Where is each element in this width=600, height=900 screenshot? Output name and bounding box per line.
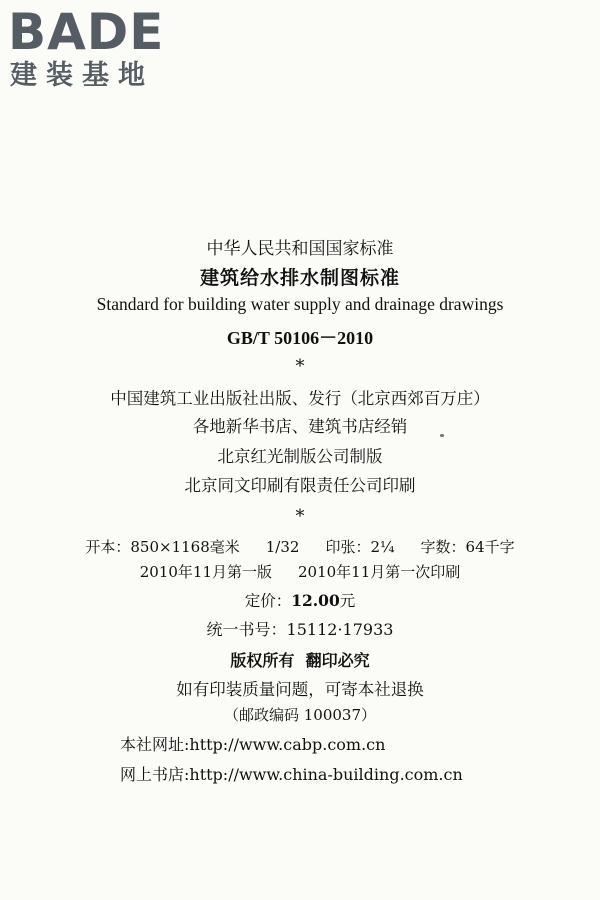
standard-code: GB/T 50106－2010 <box>226 328 374 348</box>
publisher-line: 中国建筑工业出版社出版、发行（北京西郊百万庄） <box>110 389 490 408</box>
logo-wordmark: BADE <box>8 3 165 61</box>
price-label: 定价： <box>244 592 292 610</box>
format-fold: 1/32 <box>265 538 300 556</box>
online-store-link[interactable]: 网上书店:http://www.china-building.com.cn <box>120 765 463 784</box>
distributor-line: 各地新华书店、建筑书店经销 <box>192 417 408 436</box>
format-spec-line <box>0 536 600 557</box>
title-english: Standard for building water supply and drainage drawings <box>96 294 504 314</box>
website-link[interactable]: 本社网址:http://www.cabp.com.cn <box>120 735 386 754</box>
price-line <box>0 589 600 611</box>
print-speck <box>440 434 444 437</box>
separator-star: * <box>295 506 305 527</box>
format-words: 字数：64千字 <box>420 538 515 556</box>
print-date: 2010年11月第一次印刷 <box>298 563 461 581</box>
return-note: 如有印装质量问题，可寄本社退换 <box>176 680 424 699</box>
rights-notice: 版权所有 翻印必究 <box>230 651 370 670</box>
title-chinese: 建筑给水排水制图标准 <box>199 267 400 289</box>
price-unit: 元 <box>339 592 356 610</box>
separator-star: * <box>295 356 305 377</box>
postcode: （邮政编码 100037） <box>223 706 377 724</box>
unified-book-number: 统一书号：15112·17933 <box>206 620 394 639</box>
plate-maker-line: 北京红光制版公司制版 <box>217 447 383 466</box>
bade-logo <box>8 4 178 94</box>
edition-date: 2010年11月第一版 <box>139 563 272 581</box>
national-standard-label: 中华人民共和国国家标准 <box>206 239 394 259</box>
format-size: 开本：850×1168毫米 <box>85 538 240 556</box>
edition-line <box>0 561 600 582</box>
price-value: 12.00 <box>291 591 340 610</box>
printer-line: 北京同文印刷有限责任公司印刷 <box>184 476 416 495</box>
format-sheets: 印张：2¼ <box>325 538 395 556</box>
logo-subtitle: 建装基地 <box>10 60 154 91</box>
